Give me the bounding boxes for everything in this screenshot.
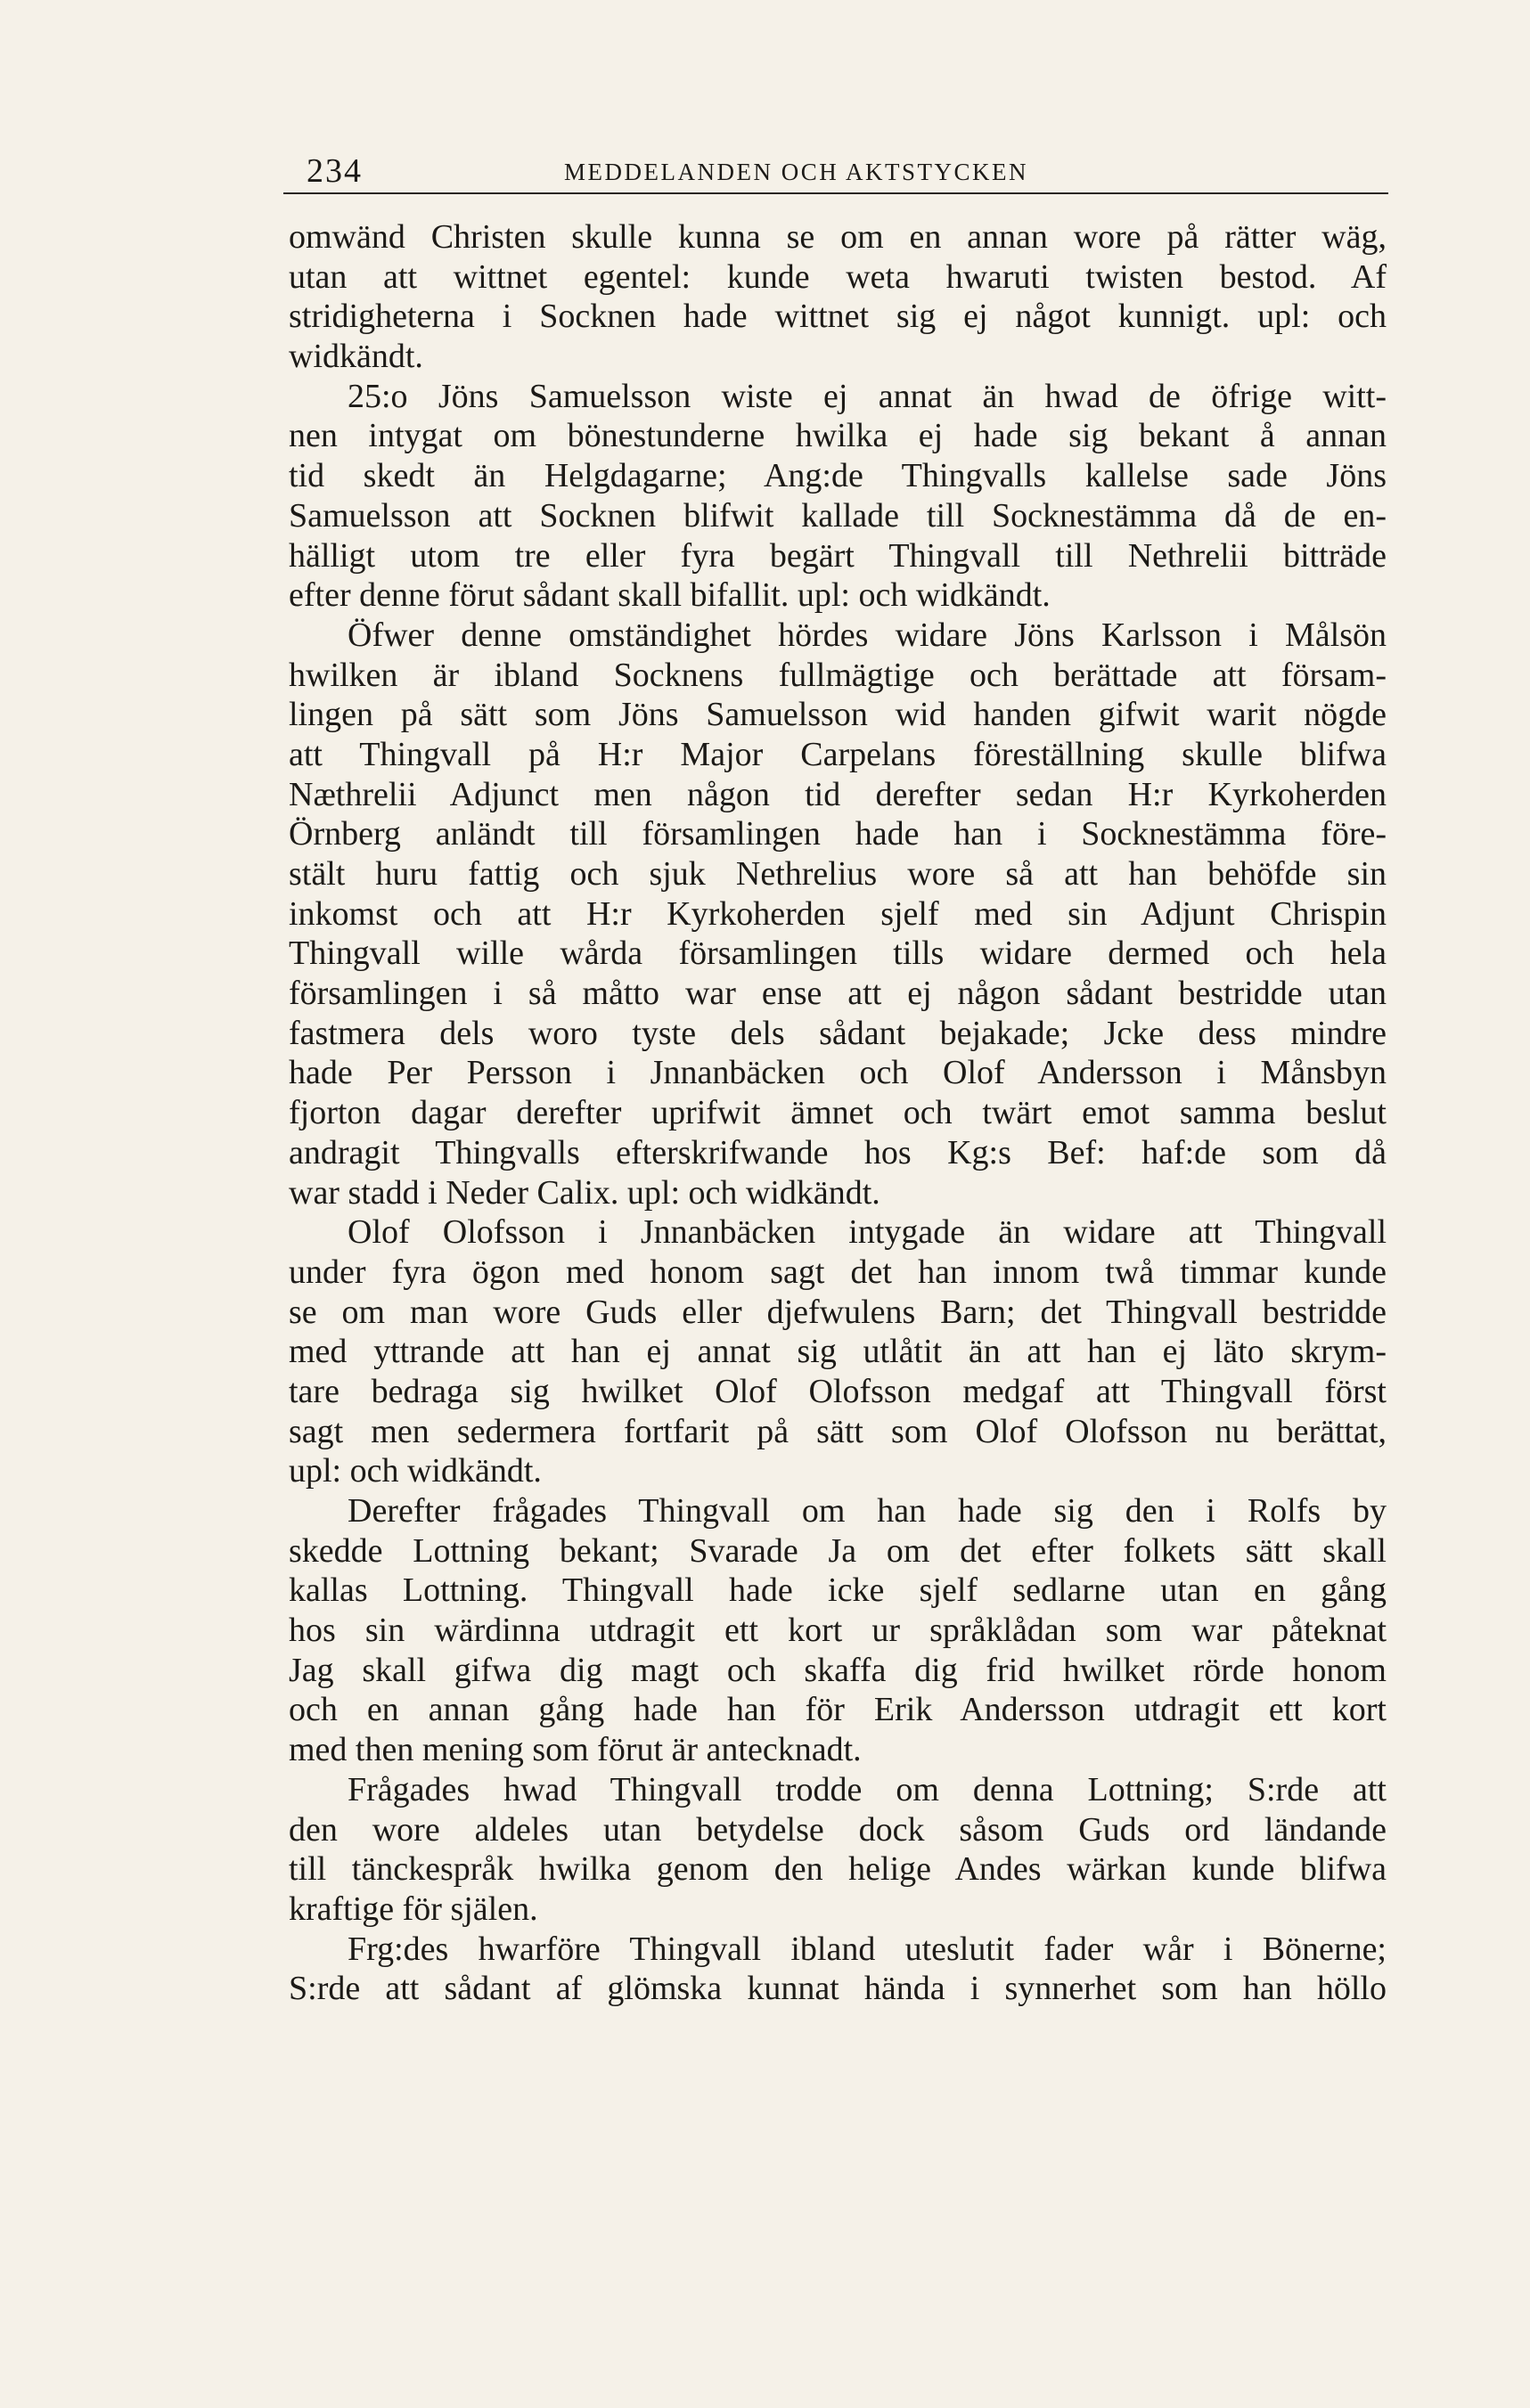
text-line: kraftige för själen. xyxy=(289,1890,538,1928)
body-text xyxy=(289,217,1387,2009)
text-line: widkändt. xyxy=(289,338,423,376)
text-line: hos sin wärdinna utdragit ett kort ur språklådan som war påteknat xyxy=(289,1612,1387,1650)
text-line: hälligt utom tre eller fyra begärt Thingvall till Nethrelii bitträde xyxy=(289,536,1387,575)
text-line: Frg:des hwarföre Thingvall ibland uteslutit fader wår i Bönerne; xyxy=(348,1930,1387,1968)
text-line: se om man wore Guds eller djefwulens Barn; det Thingvall bestridde xyxy=(289,1293,1387,1331)
text-line: med yttrande att han ej annat sig utlåtit än att han ej läto skrym- xyxy=(289,1333,1387,1371)
text-line: Olof Olofsson i Jnnanbäcken intygade än widare att Thingvall xyxy=(348,1213,1387,1252)
text-line: Derefter frågades Thingvall om han hade sig den i Rolfs by xyxy=(348,1492,1387,1530)
text-line: andragit Thingvalls efterskrifwande hos Kg:s Bef: haf:de som då xyxy=(289,1133,1387,1171)
text-line: omwänd Christen skulle kunna se om en annan wore på rätter wäg, xyxy=(289,218,1387,256)
text-line: nen intygat om bönestunderne hwilka ej hade sig bekant å annan xyxy=(289,417,1387,455)
text-line: med then mening som förut är antecknadt. xyxy=(289,1731,862,1769)
text-line: war stadd i Neder Calix. upl: och widkändt. xyxy=(289,1173,880,1212)
running-head: MEDDELANDEN OCH AKTSTYCKEN xyxy=(564,159,1028,185)
paragraph xyxy=(289,1212,1387,1491)
text-line: 25:o Jöns Samuelsson wiste ej annat än hwad de öfrige witt- xyxy=(348,377,1387,415)
paragraph xyxy=(289,1770,1387,1930)
text-line: fjorton dagar derefter uprifwit ämnet och twärt emot samma beslut xyxy=(289,1094,1387,1132)
text-line: att Thingvall på H:r Major Carpelans föreställning skulle blifwa xyxy=(289,735,1387,773)
text-line: utan att wittnet egentel: kunde weta hwaruti twisten bestod. Af xyxy=(289,257,1387,296)
text-line: S:rde att sådant af glömska kunnat hända i synnerhet som han höllo xyxy=(289,1970,1387,2008)
text-line: hwilken är ibland Socknens fullmägtige och berättade att försam- xyxy=(289,656,1387,694)
paragraph xyxy=(289,616,1387,1212)
text-line: skedde Lottning bekant; Svarade Ja om det efter folkets sätt skall xyxy=(289,1531,1387,1570)
text-line: hade Per Persson i Jnnanbäcken och Olof Andersson i Månsbyn xyxy=(289,1054,1387,1092)
paragraph xyxy=(289,1930,1387,2009)
paragraph xyxy=(289,1491,1387,1770)
text-line: stält huru fattig och sjuk Nethrelius wore så att han behöfde sin xyxy=(289,855,1387,893)
text-line: den wore aldeles utan betydelse dock såsom Guds ord ländande xyxy=(289,1810,1387,1849)
text-line: kallas Lottning. Thingvall hade icke sjelf sedlarne utan en gång xyxy=(289,1571,1387,1610)
text-line: Frågades hwad Thingvall trodde om denna Lottning; S:rde att xyxy=(348,1770,1387,1808)
text-line: sagt men sedermera fortfarit på sätt som Olof Olofsson nu berättat, xyxy=(289,1412,1387,1450)
text-line: Næthrelii Adjunct men någon tid derefter sedan H:r Kyrkoherden xyxy=(289,775,1387,813)
text-line: upl: och widkändt. xyxy=(289,1452,542,1490)
text-line: tare bedraga sig hwilket Olof Olofsson medgaf att Thingvall först xyxy=(289,1372,1387,1410)
text-line: Samuelsson att Socknen blifwit kallade till Socknestämma då de en- xyxy=(289,496,1387,535)
text-line: fastmera dels woro tyste dels sådant bejakade; Jcke dess mindre xyxy=(289,1014,1387,1052)
text-line: inkomst och att H:r Kyrkoherden sjelf med sin Adjunt Chrispin xyxy=(289,894,1387,933)
text-line: stridigheterna i Socknen hade wittnet sig ej något kunnigt. upl: och xyxy=(289,298,1387,336)
paragraph xyxy=(289,377,1387,616)
text-line: Thingvall wille wårda församlingen tills widare dermed och hela xyxy=(289,935,1387,973)
text-line: lingen på sätt som Jöns Samuelsson wid handen gifwit warit nögde xyxy=(289,696,1387,734)
paragraph xyxy=(289,217,1387,377)
text-line: Örnberg anländt till församlingen hade han i Socknestämma före- xyxy=(289,815,1387,853)
page-header xyxy=(283,143,1388,194)
text-line: Jag skall gifwa dig magt och skaffa dig frid hwilket rörde honom xyxy=(289,1651,1387,1689)
text-line: församlingen i så måtto war ense att ej någon sådant bestridde utan xyxy=(289,975,1387,1013)
text-line: efter denne förut sådant skall bifallit. upl: och widkändt. xyxy=(289,576,1051,615)
page-number: 234 xyxy=(307,152,363,190)
text-line: Öfwer denne omständighet hördes widare Jöns Karlsson i Målsön xyxy=(348,616,1387,654)
text-line: till tänckespråk hwilka genom den helige Andes wärkan kunde blifwa xyxy=(289,1850,1387,1889)
text-line: under fyra ögon med honom sagt det han innom twå timmar kunde xyxy=(289,1253,1387,1291)
text-line: tid skedt än Helgdagarne; Ang:de Thingvalls kallelse sade Jöns xyxy=(289,457,1387,495)
text-line: och en annan gång hade han för Erik Andersson utdragit ett kort xyxy=(289,1691,1387,1729)
